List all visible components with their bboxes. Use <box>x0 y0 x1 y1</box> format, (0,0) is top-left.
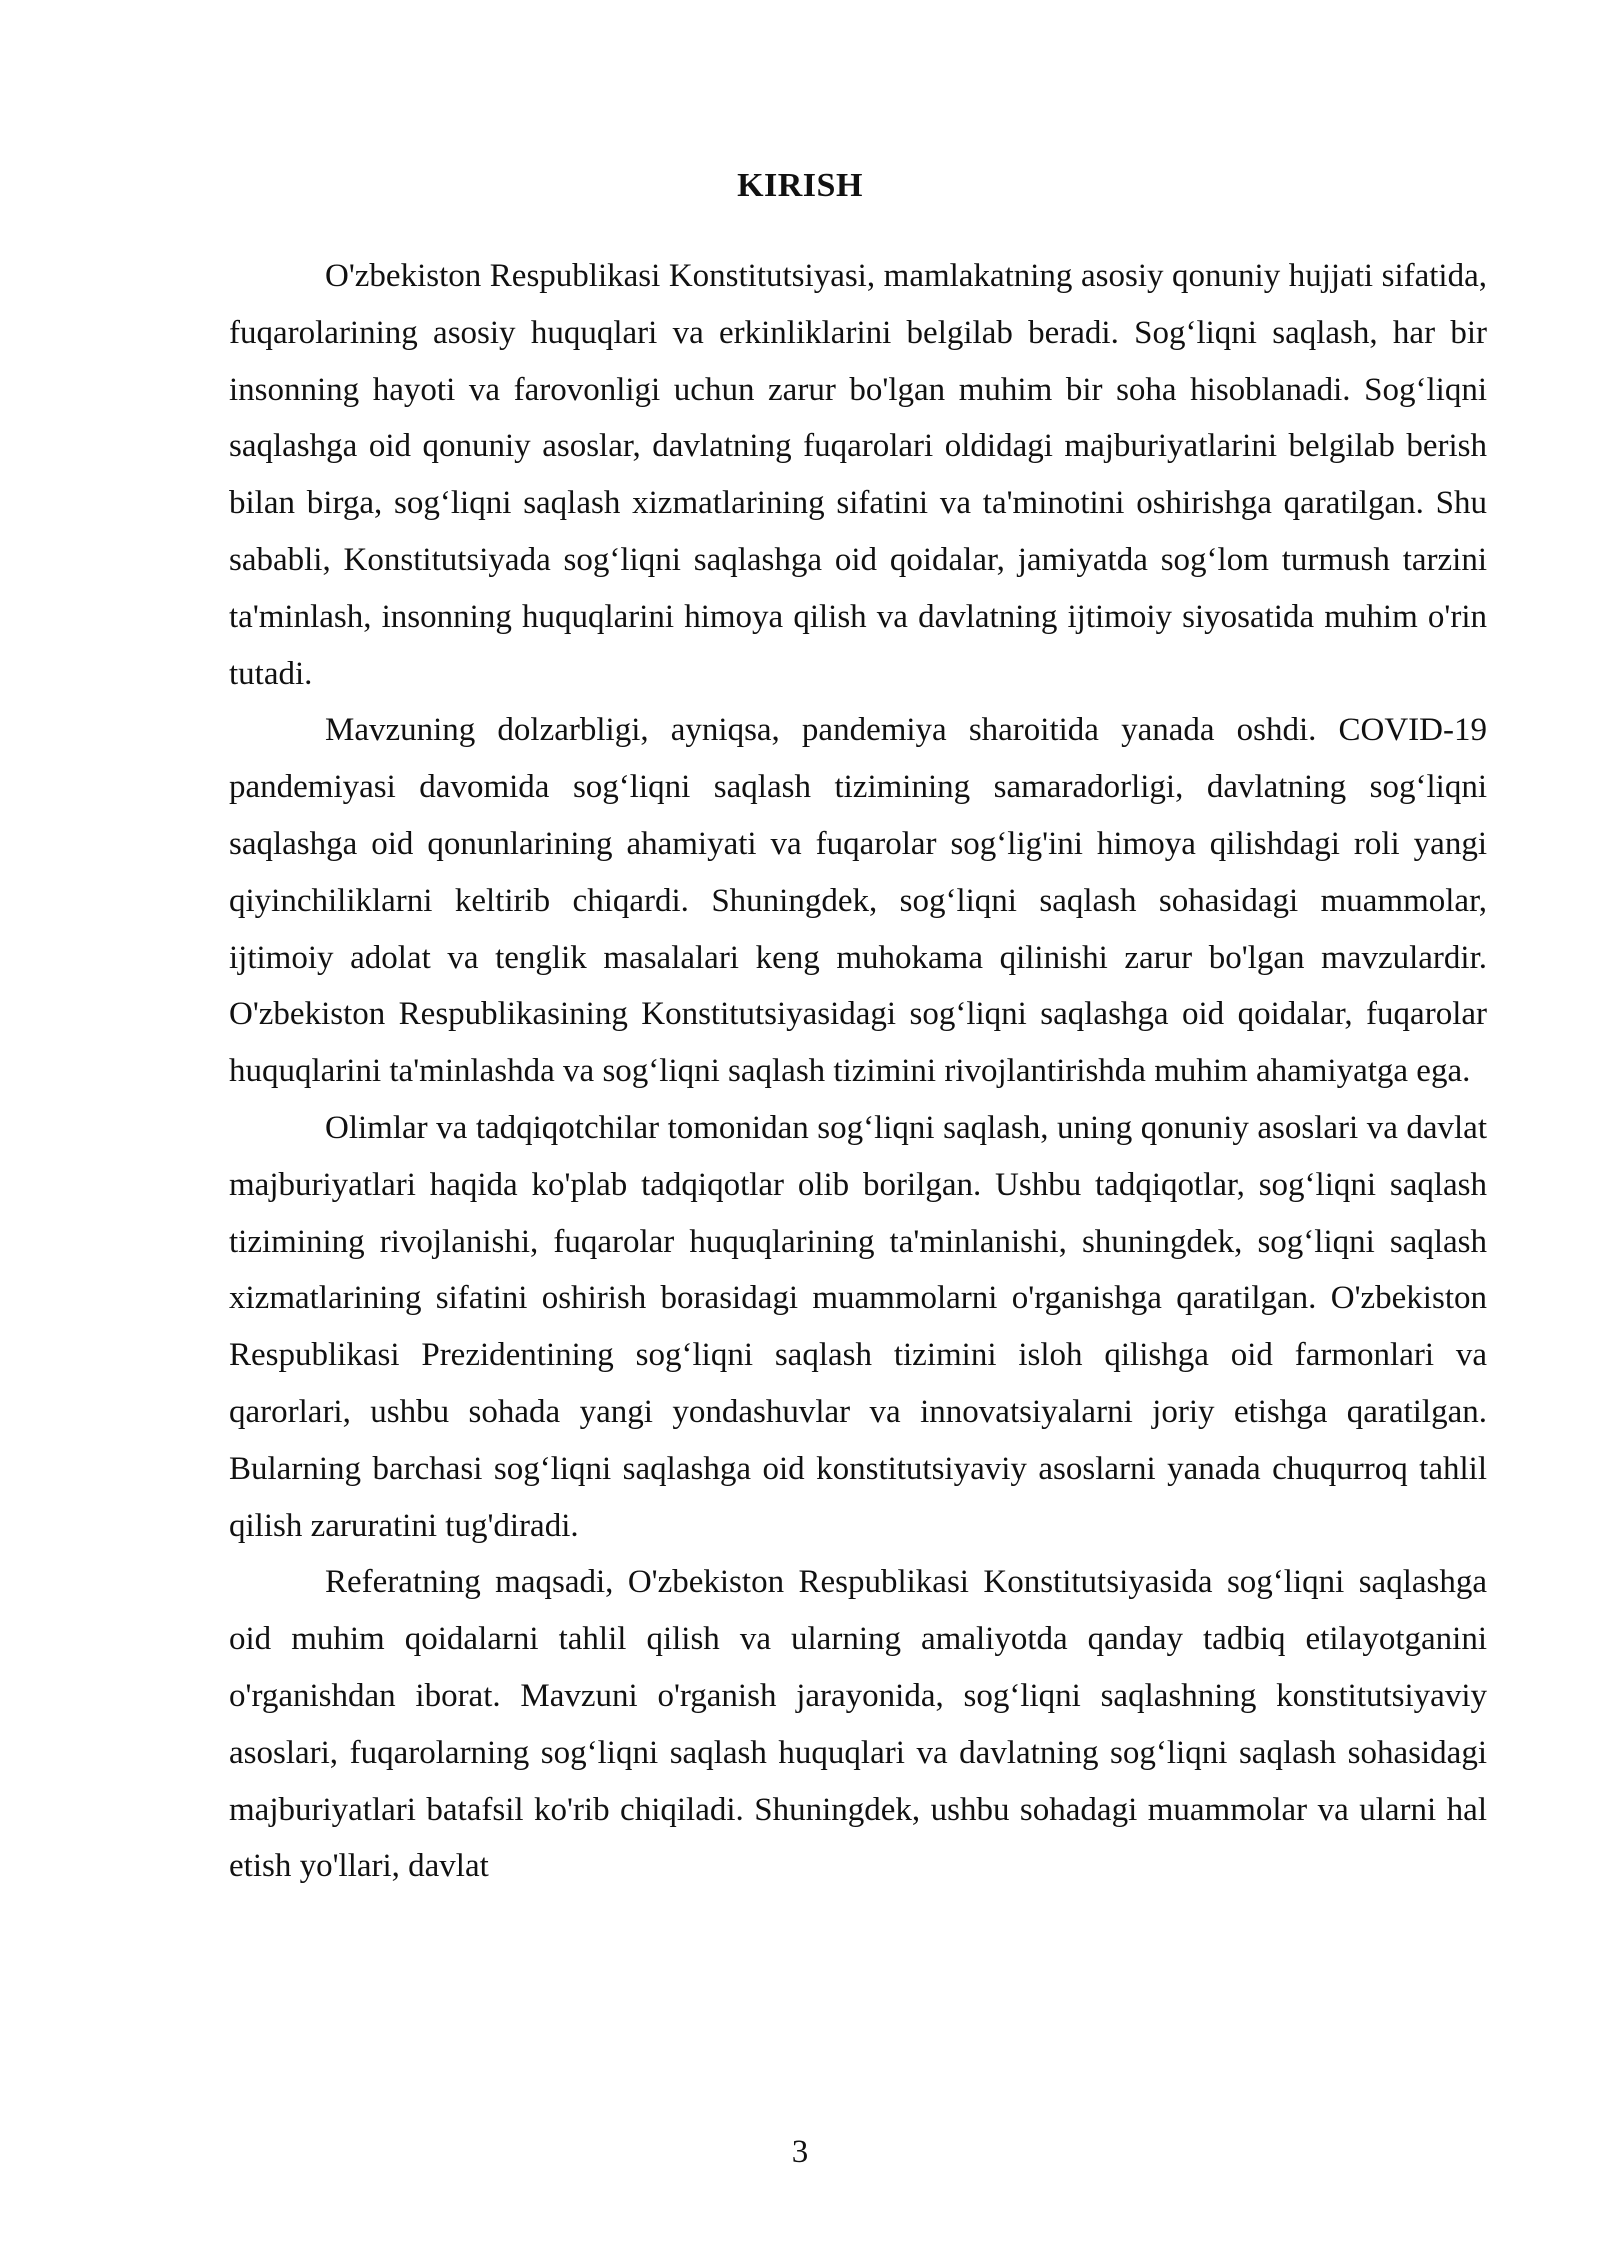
body-text <box>229 248 1487 1895</box>
paragraph-4: Referatning maqsadi, O'zbekiston Respublikasi Konstitutsiyasida sog‘liqni saqlashga oid muhim qoidalarni tahlil qilish va ularning amaliyotda qanday tadbiq etilayotganini o'rganishdan iborat. Mavzuni o'rganish jarayonida, sog‘liqni saqlashning konstitutsiyaviy asoslari, fuqarolarning sog‘liqni saqlash huquqlari va davlatning sog‘liqni saqlash sohasidagi majburiyatlari batafsil ko'rib chiqiladi. Shuningdek, ushbu sohadagi muammolar va ularni hal etish yo'llari, davlat <box>229 1564 1487 1885</box>
paragraph-3: Olimlar va tadqiqotchilar tomonidan sog‘liqni saqlash, uning qonuniy asoslari va davlat majburiyatlari haqida ko'plab tadqiqotlar olib borilgan. Ushbu tadqiqotlar, sog‘liqni saqlash tizimining rivojlanishi, fuqarolar huquqlarining ta'minlanishi, shuningdek, sog‘liqni saqlash xizmatlarining sifatini oshirish borasidagi muammolarni o'rganishga qaratilgan. O'zbekiston Respublikasi Prezidentining sog‘liqni saqlash tizimini isloh qilishga oid farmonlari va qarorlari, ushbu sohada yangi yondashuvlar va innovatsiyalarni joriy etishga qaratilgan. Bularning barchasi sog‘liqni saqlashga oid konstitutsiyaviy asoslarni yanada chuqurroq tahlil qilish zaruratini tug'diradi. <box>229 1109 1487 1544</box>
paragraph-1: O'zbekiston Respublikasi Konstitutsiyasi, mamlakatning asosiy qonuniy hujjati sifatida, fuqarolarining asosiy huquqlari va erkinliklarini belgilab beradi. Sog‘liqni saqlash, har bir insonning hayoti va farovonligi uchun zarur bo'lgan muhim bir soha hisoblanadi. Sog‘liqni saqlashga oid qonuniy asoslar, davlatning fuqarolari oldidagi majburiyatlarini belgilab berish bilan birga, sog‘liqni saqlash xizmatlarining sifatini va ta'minotini oshirishga qaratilgan. Shu sababli, Konstitutsiyada sog‘liqni saqlashga oid qoidalar, jamiyatda sog‘lom turmush tarzini ta'minlash, insonning huquqlarini himoya qilish va davlatning ijtimoiy siyosatida muhim o'rin tutadi. <box>229 258 1487 692</box>
page-number: 3 <box>791 2134 809 2170</box>
paragraph-2: Mavzuning dolzarbligi, ayniqsa, pandemiya sharoitida yanada oshdi. COVID-19 pandemiyasi davomida sog‘liqni saqlash tizimining samaradorligi, davlatning sog‘liqni saqlashga oid qonunlarining ahamiyati va fuqarolar sog‘lig'ini himoya qilishdagi roli yangi qiyinchiliklarni keltirib chiqardi. Shuningdek, sog‘liqni saqlash sohasidagi muammolar, ijtimoiy adolat va tenglik masalalari keng muhokama qilinishi zarur bo'lgan mavzulardir. O'zbekiston Respublikasining Konstitutsiyasidagi sog‘liqni saqlashga oid qoidalar, fuqarolar huquqlarini ta'minlashda va sog‘liqni saqlash tizimini rivojlantirishda muhim ahamiyatga ega. <box>229 712 1487 1090</box>
page-title: KIRISH <box>737 167 863 204</box>
